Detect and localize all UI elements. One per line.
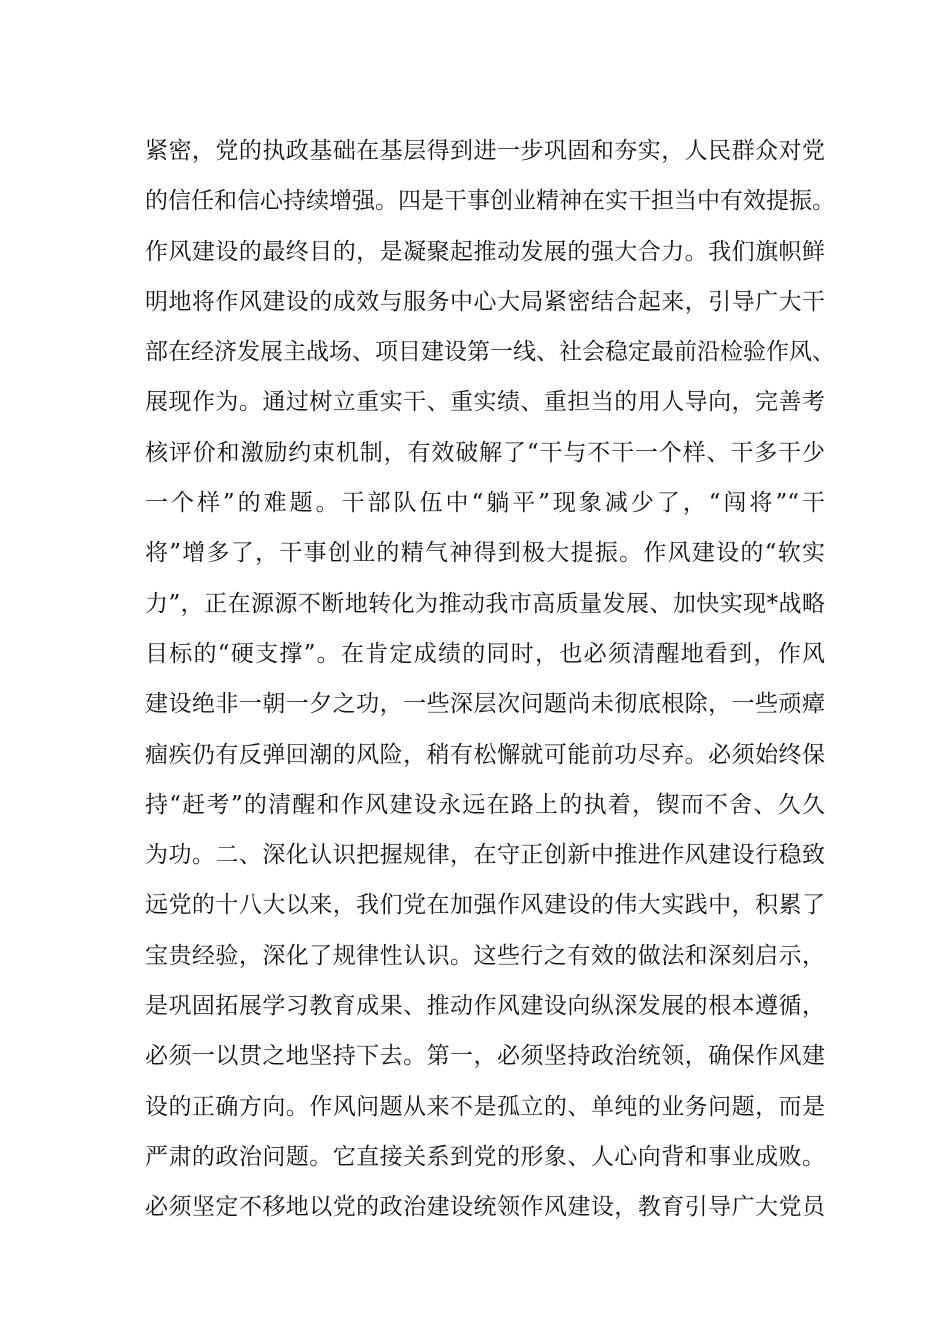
text-line: 必须一以贯之地坚持下去。第一，必须坚持政治统领，确保作风建: [145, 1043, 825, 1070]
text-line: 宝贵经验，深化了规律性认识。这些行之有效的做法和深刻启示，: [145, 942, 825, 969]
text-line: 作风建设的最终目的，是凝聚起推动发展的强大合力。我们旗帜鲜: [145, 238, 825, 265]
text-line: 的信任和信心持续增强。四是干事创业精神在实干担当中有效提振。: [145, 188, 835, 215]
text-line: 展现作为。通过树立重实干、重实绩、重担当的用人导向，完善考: [145, 389, 825, 416]
text-line: 明地将作风建设的成效与服务中心大局紧密结合起来，引导广大干: [145, 288, 825, 315]
text-line: 建设绝非一朝一夕之功，一些深层次问题尚未彻底根除，一些顽瘴: [145, 691, 825, 718]
text-line: 设的正确方向。作风问题从来不是孤立的、单纯的业务问题，而是: [145, 1093, 825, 1120]
text-line: 一个样”的难题。干部队伍中“躺平”现象减少了，“闯将”“干: [145, 490, 825, 517]
text-line: 目标的“硬支撑”。在肯定成绩的同时，也必须清醒地看到，作风: [145, 640, 825, 667]
text-line: 严肃的政治问题。它直接关系到党的形象、人心向背和事业成败。: [145, 1143, 825, 1170]
body-text: [145, 132, 835, 1239]
text-line: 紧密，党的执政基础在基层得到进一步巩固和夯实，人民群众对党: [145, 138, 825, 164]
text-line: 将”增多了，干事创业的精气神得到极大提振。作风建设的“软实: [145, 540, 825, 567]
text-line: 痼疾仍有反弹回潮的风险，稍有松懈就可能前功尽弃。必须始终保: [145, 741, 825, 768]
text-line: 是巩固拓展学习教育成果、推动作风建设向纵深发展的根本遵循，: [145, 993, 825, 1020]
text-line: 为功。二、深化认识把握规律，在守正创新中推进作风建设行稳致: [145, 842, 825, 869]
text-line: 力”，正在源源不断地转化为推动我市高质量发展、加快实现*战略: [145, 590, 825, 617]
text-line: 持“赶考”的清醒和作风建设永远在路上的执着，锲而不舍、久久: [145, 791, 825, 818]
text-line: 必须坚定不移地以党的政治建设统领作风建设，教育引导广大党员: [145, 1194, 825, 1221]
text-line: 核评价和激励约束机制，有效破解了“干与不干一个样、干多干少: [145, 439, 825, 466]
text-line: 部在经济发展主战场、项目建设第一线、社会稳定最前沿检验作风、: [145, 339, 835, 366]
text-line: 远党的十八大以来，我们党在加强作风建设的伟大实践中，积累了: [145, 892, 825, 919]
